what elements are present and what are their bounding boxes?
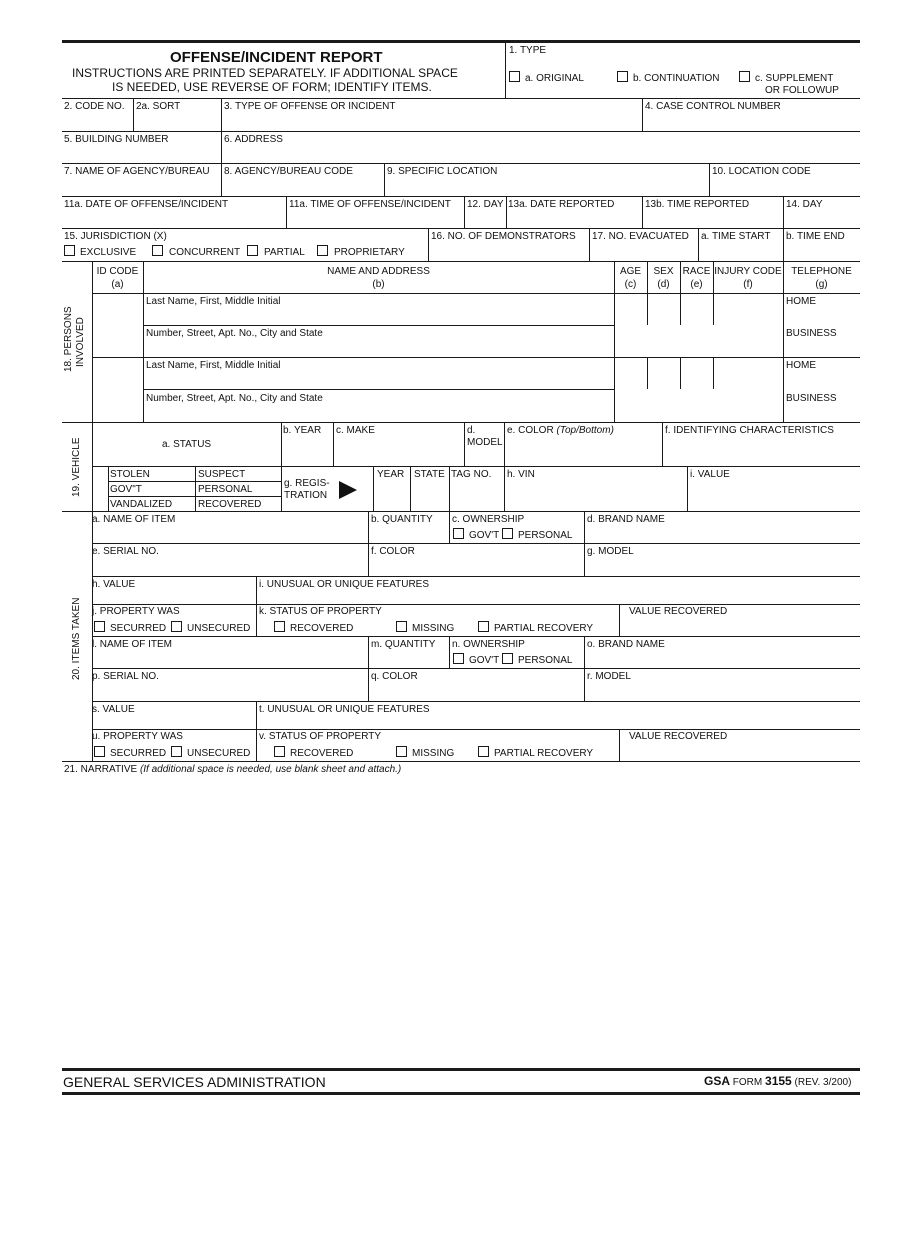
item2-personal-checkbox[interactable] (502, 653, 513, 664)
vehicle-section-label: 19. VEHICLE (71, 437, 82, 497)
time-start-field[interactable]: a. TIME START (701, 231, 771, 242)
vehicle-identifying-field[interactable]: f. IDENTIFYING CHARACTERISTICS (665, 425, 834, 436)
telephone-header: TELEPHONE (791, 266, 852, 277)
col-divider (584, 636, 585, 701)
item1-brand-field[interactable]: d. BRAND NAME (587, 514, 665, 525)
row-divider (62, 761, 860, 762)
concurrent-checkbox[interactable] (152, 245, 163, 256)
type-supplement-checkbox[interactable] (739, 71, 750, 82)
status-suspect[interactable]: SUSPECT (198, 469, 246, 480)
footer-border-bottom (62, 1092, 860, 1095)
row-divider (62, 98, 860, 99)
item2-partial-label: PARTIAL RECOVERY (494, 748, 594, 759)
partial-label: PARTIAL (264, 247, 305, 258)
time-reported-field[interactable]: 13b. TIME REPORTED (645, 199, 750, 210)
day-field[interactable]: 12. DAY (467, 199, 504, 210)
address-field[interactable]: 6. ADDRESS (224, 134, 283, 145)
row-divider (62, 511, 860, 512)
col-divider (504, 422, 505, 511)
time-end-field[interactable]: b. TIME END (786, 231, 845, 242)
item2-value-recovered-field[interactable]: VALUE RECOVERED (629, 731, 728, 742)
person2-address-field[interactable]: Number, Street, Apt. No., City and State (146, 393, 323, 404)
sex-header: SEX (653, 266, 674, 277)
vehicle-color-label: e. COLOR (507, 425, 554, 436)
agency-code-field[interactable]: 8. AGENCY/BUREAU CODE (224, 166, 353, 177)
col-divider (589, 228, 590, 261)
type-supplement-label: c. SUPPLEMENT (755, 73, 834, 84)
page-title: OFFENSE/INCIDENT REPORT (170, 49, 383, 66)
col-divider (256, 576, 257, 636)
evacuated-field[interactable]: 17. NO. EVACUATED (592, 231, 689, 242)
col-divider (464, 422, 465, 466)
demonstrators-field[interactable]: 16. NO. OF DEMONSTRATORS (431, 231, 576, 242)
age-sub: (c) (624, 279, 637, 290)
status-stolen[interactable]: STOLEN (110, 469, 150, 480)
vehicle-color-field[interactable] (507, 425, 614, 437)
col-divider (619, 729, 620, 761)
item1-features-field[interactable]: i. UNUSUAL OR UNIQUE FEATURES (259, 579, 430, 590)
col-divider (428, 228, 429, 261)
vehicle-status-label: a. STATUS (162, 439, 212, 450)
narrative-textarea[interactable] (62, 780, 860, 1060)
time-of-offense-field[interactable]: 11a. TIME OF OFFENSE/INCIDENT (289, 199, 451, 210)
col-divider (698, 228, 699, 261)
race-header: RACE (682, 266, 711, 277)
col-divider (373, 466, 374, 511)
type-of-offense-field[interactable]: 3. TYPE OF OFFENSE OR INCIDENT (224, 101, 396, 112)
agency-name-field[interactable]: 7. NAME OF AGENCY/BUREAU (64, 166, 210, 177)
col-divider (221, 98, 222, 196)
col-divider (368, 511, 369, 576)
item1-missing-label: MISSING (412, 623, 455, 634)
row-divider (92, 636, 860, 637)
col-divider (286, 196, 287, 228)
building-number-field[interactable]: 5. BUILDING NUMBER (64, 134, 169, 145)
item1-personal-label: PERSONAL (518, 530, 573, 541)
col-divider (464, 196, 465, 228)
row-divider (62, 261, 860, 262)
item2-secured-checkbox[interactable] (94, 746, 105, 757)
item1-partial-checkbox[interactable] (478, 621, 489, 632)
registration-state-field[interactable]: STATE (414, 469, 445, 480)
vehicle-make-field[interactable]: c. MAKE (336, 425, 375, 436)
id-code-header: ID CODE (96, 266, 139, 277)
col-divider (713, 357, 714, 389)
item2-partial-checkbox[interactable] (478, 746, 489, 757)
type-original-checkbox[interactable] (509, 71, 520, 82)
footer-agency: GENERAL SERVICES ADMINISTRATION (63, 1074, 326, 1090)
col-divider (783, 196, 784, 228)
top-border (62, 40, 860, 43)
narrative-note: (If additional space is needed, use blank sheet and attach.) (139, 764, 402, 775)
section-left-border (92, 261, 93, 761)
footer-form: FORM (732, 1077, 763, 1088)
date-of-offense-field[interactable]: 11a. DATE OF OFFENSE/INCIDENT (64, 199, 229, 210)
item1-personal-checkbox[interactable] (502, 528, 513, 539)
footer-number: 3155 (765, 1074, 792, 1088)
name-address-sub: (b) (372, 279, 385, 290)
item1-status-label: k. STATUS OF PROPERTY (259, 606, 382, 617)
row-divider (143, 325, 615, 326)
registration-tag-field[interactable]: TAG NO. (451, 469, 492, 480)
item2-model-field[interactable]: r. MODEL (587, 671, 631, 682)
type-continuation-label: b. CONTINUATION (633, 73, 720, 84)
col-divider (647, 357, 648, 389)
exclusive-checkbox[interactable] (64, 245, 75, 256)
person2-home-phone[interactable]: HOME (786, 360, 816, 371)
vehicle-year-field[interactable]: b. YEAR (283, 425, 322, 436)
registration-label: g. REGIS- (284, 478, 330, 489)
item1-govt-checkbox[interactable] (453, 528, 464, 539)
col-divider (384, 163, 385, 196)
item2-personal-label: PERSONAL (518, 655, 573, 666)
item1-value-field[interactable]: h. VALUE (92, 579, 136, 590)
item2-secured-label: SECURRED (110, 748, 167, 759)
row-divider (92, 293, 860, 294)
case-control-field[interactable]: 4. CASE CONTROL NUMBER (645, 101, 781, 112)
type-supplement-label: OR FOLLOWUP (765, 85, 839, 96)
jurisdiction-label: 15. JURISDICTION (X) (64, 231, 167, 242)
item1-name-field[interactable]: a. NAME OF ITEM (92, 514, 176, 525)
row-divider (92, 701, 860, 702)
day14-field[interactable]: 14. DAY (786, 199, 823, 210)
item2-quantity-field[interactable]: m. QUANTITY (371, 639, 436, 650)
vin-field[interactable]: h. VIN (507, 469, 535, 480)
arrow-right-icon (339, 481, 357, 499)
registration-label: TRATION (284, 490, 328, 501)
status-govt[interactable]: GOV"T (110, 484, 142, 495)
col-divider (662, 422, 663, 466)
narrative-label (64, 764, 401, 776)
race-sub: (e) (690, 279, 703, 290)
row-divider (92, 466, 860, 467)
status-vandalized[interactable]: VANDALIZED (110, 499, 173, 510)
item2-missing-label: MISSING (412, 748, 455, 759)
col-divider (133, 98, 134, 131)
item1-secured-label: SECURRED (110, 623, 167, 634)
type-original-label: a. ORIGINAL (525, 73, 584, 84)
row-divider (92, 357, 860, 358)
location-code-field[interactable]: 10. LOCATION CODE (712, 166, 811, 177)
col-divider (642, 98, 643, 131)
col-divider (410, 466, 411, 511)
item2-recovered-checkbox[interactable] (274, 746, 285, 757)
item2-name-field[interactable]: l. NAME OF ITEM (92, 639, 172, 650)
row-divider (62, 228, 860, 229)
item2-govt-checkbox[interactable] (453, 653, 464, 664)
row-divider (62, 163, 860, 164)
narrative-title: 21. NARRATIVE (64, 764, 138, 775)
col-divider (256, 701, 257, 761)
telephone-sub: (g) (815, 279, 828, 290)
person1-business-phone[interactable]: BUSINESS (786, 328, 837, 339)
proprietary-checkbox[interactable] (317, 245, 328, 256)
type-label: 1. TYPE (509, 45, 547, 56)
row-divider (92, 668, 860, 669)
row-divider (62, 422, 860, 423)
vehicle-color-sub: (Top/Bottom) (556, 425, 614, 436)
date-reported-field[interactable]: 13a. DATE REPORTED (508, 199, 615, 210)
col-divider (584, 511, 585, 576)
partial-checkbox[interactable] (247, 245, 258, 256)
item2-color-field[interactable]: q. COLOR (371, 671, 418, 682)
persons-section-label: INVOLVED (75, 317, 86, 367)
item2-ownership-label: n. OWNERSHIP (452, 639, 525, 650)
sort-field[interactable]: 2a. SORT (136, 101, 181, 112)
item1-serial-field[interactable]: e. SERIAL NO. (92, 546, 159, 557)
col-divider (783, 228, 784, 261)
age-header: AGE (619, 266, 642, 277)
item2-unsecured-label: UNSECURED (187, 748, 251, 759)
col-divider (281, 422, 282, 511)
persons-section-label: 18. PERSONS (63, 306, 74, 372)
injury-code-header: INJURY CODE (714, 266, 782, 277)
item1-property-was-label: j. PROPERTY WAS (92, 606, 180, 617)
footer-form-id (704, 1075, 851, 1089)
person1-address-field[interactable]: Number, Street, Apt. No., City and State (146, 328, 323, 339)
col-divider (505, 40, 506, 98)
item2-value-field[interactable]: s. VALUE (92, 704, 135, 715)
footer-border-top (62, 1068, 860, 1071)
col-divider (449, 466, 450, 511)
item2-property-was-label: u. PROPERTY WAS (92, 731, 183, 742)
item2-brand-field[interactable]: o. BRAND NAME (587, 639, 665, 650)
item1-model-field[interactable]: g. MODEL (587, 546, 634, 557)
item1-recovered-label: RECOVERED (290, 623, 354, 634)
item1-color-field[interactable]: f. COLOR (371, 546, 415, 557)
instructions-line: INSTRUCTIONS ARE PRINTED SEPARATELY. IF ADDITIONAL SPACE (72, 66, 458, 80)
item1-unsecured-checkbox[interactable] (171, 621, 182, 632)
item1-value-recovered-field[interactable]: VALUE RECOVERED (629, 606, 728, 617)
name-address-header: NAME AND ADDRESS (327, 266, 430, 277)
item1-partial-label: PARTIAL RECOVERY (494, 623, 594, 634)
person1-home-phone[interactable]: HOME (786, 296, 816, 307)
row-divider (143, 389, 615, 390)
row-divider (92, 729, 860, 730)
item2-recovered-label: RECOVERED (290, 748, 354, 759)
row-divider (92, 604, 860, 605)
person2-business-phone[interactable]: BUSINESS (786, 393, 837, 404)
row-divider (92, 576, 860, 577)
item1-ownership-label: c. OWNERSHIP (452, 514, 525, 525)
item1-missing-checkbox[interactable] (396, 621, 407, 632)
item2-missing-checkbox[interactable] (396, 746, 407, 757)
item1-govt-label: GOV'T (469, 530, 500, 541)
col-divider (687, 466, 688, 511)
col-divider (108, 466, 109, 511)
injury-code-sub: (f) (743, 279, 753, 290)
col-divider (506, 196, 507, 228)
footer-rev: (REV. 3/200) (794, 1077, 852, 1088)
sex-sub: (d) (657, 279, 670, 290)
specific-location-field[interactable]: 9. SPECIFIC LOCATION (387, 166, 498, 177)
col-divider (642, 196, 643, 228)
col-divider (195, 466, 196, 511)
col-divider (449, 511, 450, 543)
col-divider (619, 604, 620, 636)
status-recovered[interactable]: RECOVERED (198, 499, 262, 510)
col-divider (449, 636, 450, 668)
footer-gsa: GSA (704, 1074, 731, 1088)
id-code-sub: (a) (111, 279, 124, 290)
items-section-label: 20. ITEMS TAKEN (71, 597, 82, 680)
person1-name-field[interactable]: Last Name, First, Middle Initial (146, 296, 281, 307)
item2-features-field[interactable]: t. UNUSUAL OR UNIQUE FEATURES (259, 704, 430, 715)
col-divider (709, 163, 710, 196)
row-divider (62, 196, 860, 197)
proprietary-label: PROPRIETARY (334, 247, 405, 258)
row-divider (92, 543, 860, 544)
item1-quantity-field[interactable]: b. QUANTITY (371, 514, 433, 525)
type-continuation-checkbox[interactable] (617, 71, 628, 82)
col-divider (680, 357, 681, 389)
item2-govt-label: GOV'T (469, 655, 500, 666)
code-no-field[interactable]: 2. CODE NO. (64, 101, 125, 112)
item2-status-label: v. STATUS OF PROPERTY (259, 731, 382, 742)
registration-year-field[interactable]: YEAR (377, 469, 405, 480)
row-divider (62, 131, 860, 132)
exclusive-label: EXCLUSIVE (80, 247, 137, 258)
instructions-line: IS NEEDED, USE REVERSE OF FORM; IDENTIFY ITEMS. (112, 80, 432, 94)
item1-recovered-checkbox[interactable] (274, 621, 285, 632)
status-personal[interactable]: PERSONAL (198, 484, 253, 495)
vehicle-model-label: MODEL (467, 437, 503, 448)
vehicle-model-field[interactable]: d. (467, 425, 476, 436)
item1-unsecured-label: UNSECURED (187, 623, 251, 634)
item2-serial-field[interactable]: p. SERIAL NO. (92, 671, 159, 682)
person2-name-field[interactable]: Last Name, First, Middle Initial (146, 360, 281, 371)
col-divider (333, 422, 334, 466)
vehicle-value-field[interactable]: i. VALUE (690, 469, 730, 480)
concurrent-label: CONCURRENT (169, 247, 241, 258)
item2-unsecured-checkbox[interactable] (171, 746, 182, 757)
col-divider (368, 636, 369, 701)
item1-secured-checkbox[interactable] (94, 621, 105, 632)
